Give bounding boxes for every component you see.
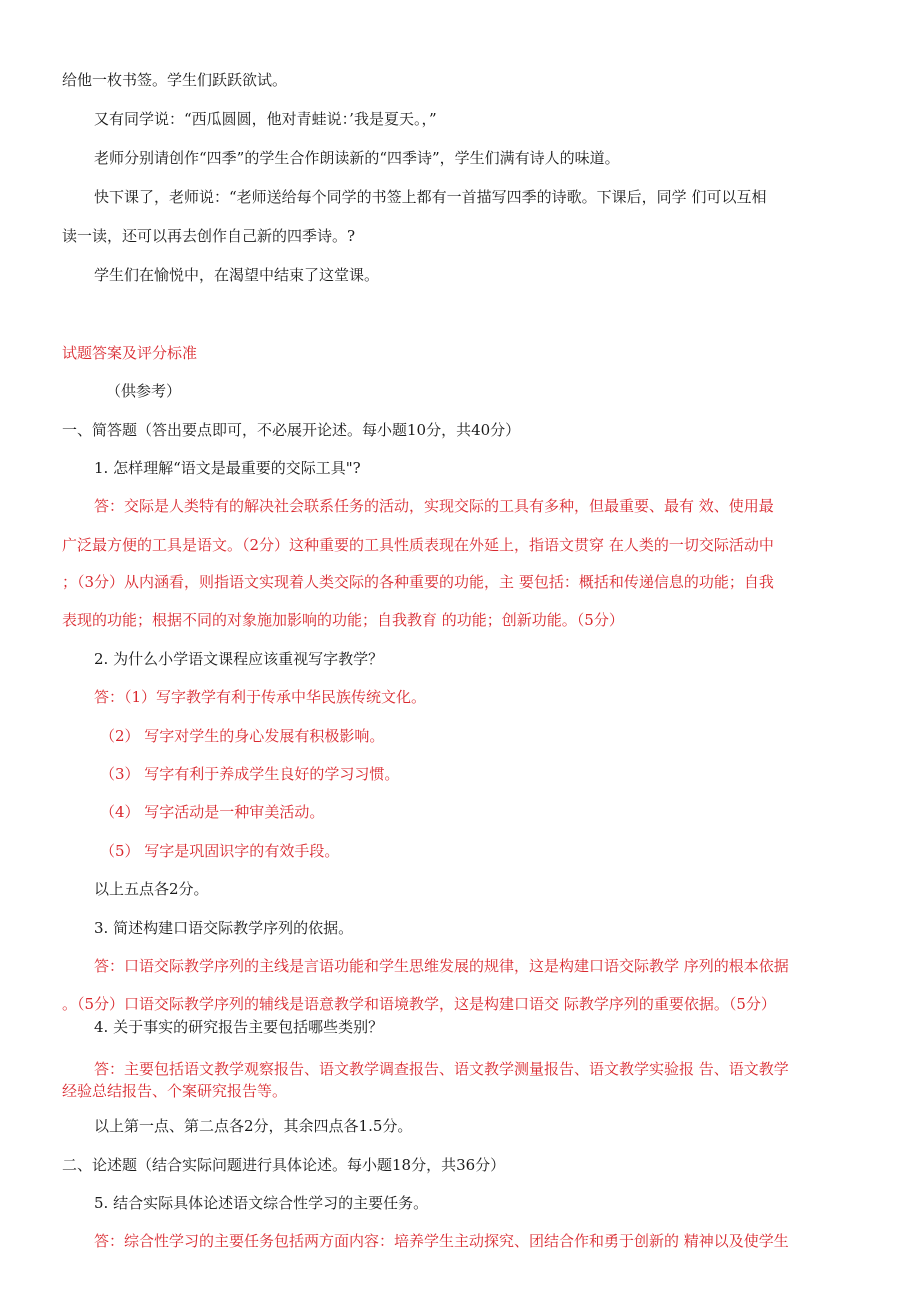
answer-line: （3） 写字有利于养成学生良好的学习习惯。	[100, 765, 400, 783]
question-5: 5. 结合实际具体论述语文综合性学习的主要任务。	[94, 1194, 429, 1212]
paragraph-line: 学生们在愉悦中，在渴望中结束了这堂课。	[94, 266, 380, 284]
section-heading: 二、论述题（结合实际问题进行具体论述。每小题18分，共36分）	[62, 1156, 506, 1174]
paragraph-line: 又有同学说：“西瓜圆圆，他对青蛙说：’我是夏天。，”	[94, 110, 437, 128]
question-3: 3. 简述构建口语交际教学序列的依据。	[94, 919, 354, 937]
paragraph-line: 给他一枚书签。学生们跃跃欲试。	[62, 71, 288, 89]
paragraph-line: 读一读，还可以再去创作自己新的四季诗。?	[62, 227, 356, 245]
paragraph-line: 老师分别请创作“四季”的学生合作朗读新的“四季诗”，学生们满有诗人的味道。	[94, 149, 620, 167]
answer-line: 经验总结报告、个案研究报告等。	[62, 1082, 288, 1100]
answer-line: 。（5分）口语交际教学序列的辅线是语意教学和语境教学，这是构建口语交 际教学序列的重要依据。（5分）	[62, 995, 776, 1013]
answers-title: 试题答案及评分标准	[62, 344, 198, 362]
answer-line: 答：口语交际教学序列的主线是言语功能和学生思维发展的规律，这是构建口语交际教学 序列的根本依据	[94, 957, 789, 975]
question-4: 4. 关于事实的研究报告主要包括哪些类别？	[94, 1018, 384, 1036]
answer-line: 广泛最方便的工具是语文。（2分）这种重要的工具性质表现在外延上，指语文贯穿 在人类的一切交际活动中	[62, 536, 774, 554]
answer-line: （2） 写字对学生的身心发展有积极影响。	[100, 727, 385, 745]
score-note: 以上五点各2分。	[94, 880, 209, 898]
answer-line: 答：交际是人类特有的解决社会联系任务的活动，实现交际的工具有多种，但最重要、最有 效、使用最	[94, 497, 774, 515]
section-heading: 一、简答题（答出要点即可，不必展开论述。每小题10分，共40分）	[62, 421, 521, 439]
question-1: 1. 怎样理解“语文是最重要的交际工具"?	[94, 459, 361, 477]
paragraph-line: 快下课了，老师说：“老师送给每个同学的书签上都有一首描写四季的诗歌。下课后，同学 们可以互相	[94, 188, 767, 206]
answers-subtitle: （供参考）	[106, 382, 182, 400]
answer-line: ；（3分）从内涵看，则指语文实现着人类交际的各种重要的功能，主 要包括：概括和传递信息的功能；自我	[62, 573, 774, 591]
answer-line: 答：主要包括语文教学观察报告、语文教学调查报告、语文教学测量报告、语文教学实验报 告、语文教学	[94, 1060, 789, 1078]
answer-line: 答：综合性学习的主要任务包括两方面内容：培养学生主动探究、团结合作和勇于创新的 精神以及使学生	[94, 1232, 789, 1250]
score-note: 以上第一点、第二点各2分，其余四点各1.5分。	[94, 1117, 413, 1135]
question-2: 2. 为什么小学语文课程应该重视写字教学？	[94, 650, 384, 668]
answer-line: 表现的功能；根据不同的对象施加影响的功能；自我教育 的功能；创新功能。（5分）	[62, 611, 624, 629]
answer-line: （4） 写字活动是一种审美活动。	[100, 803, 325, 821]
answer-line: （5） 写字是巩固识字的有效手段。	[100, 842, 340, 860]
answer-line: 答：（1）写字教学有利于传承中华民族传统文化。	[94, 688, 427, 706]
